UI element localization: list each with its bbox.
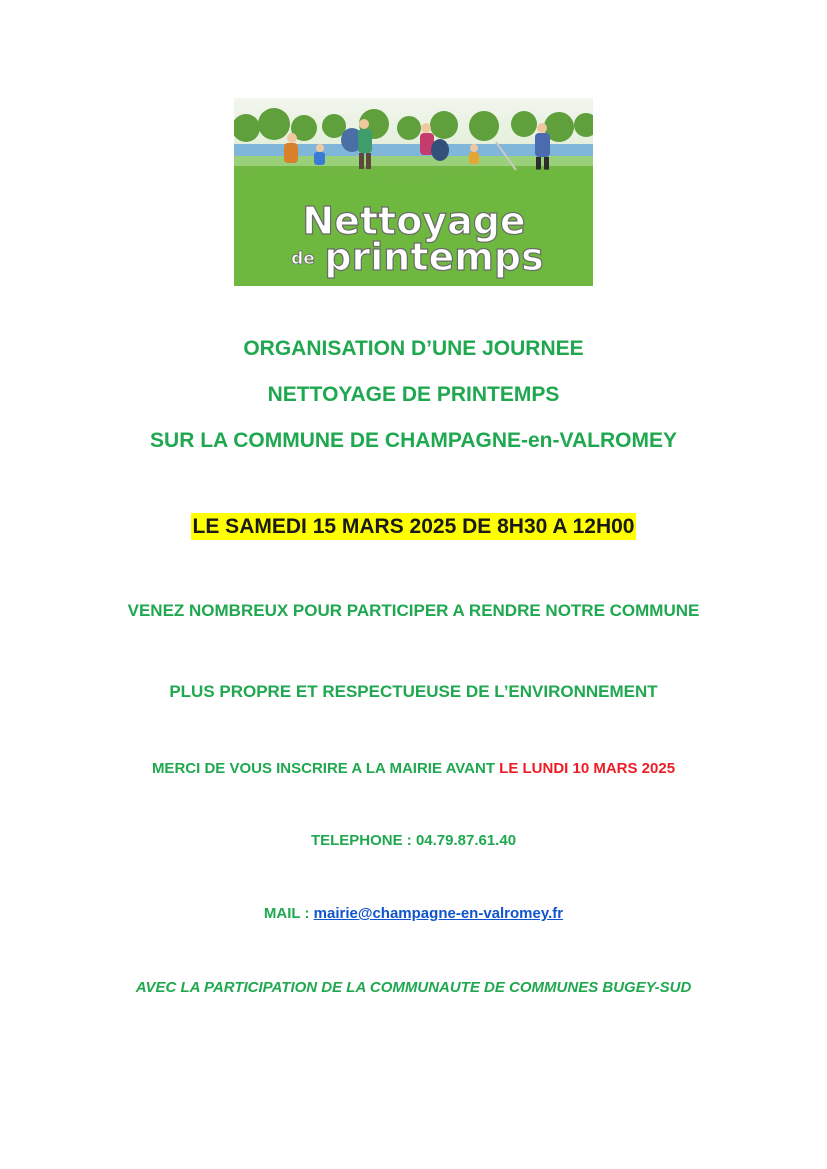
banner-title-line1: Nettoyage (302, 199, 526, 243)
heading-line-3: SUR LA COMMUNE DE CHAMPAGNE-en-VALROMEY (150, 429, 677, 452)
banner-illustration (234, 98, 593, 286)
registration-prefix: MERCI DE VOUS INSCRIRE A LA MAIRIE AVANT (151, 760, 500, 777)
footer-line: AVEC LA PARTICIPATION DE LA COMMUNAUTE DE COMMUNES BUGEY-SUD (135, 979, 692, 996)
mail-label: MAIL : (263, 905, 314, 922)
date-line (0, 515, 827, 539)
heading-line-1: ORGANISATION D’UNE JOURNEE (243, 337, 584, 360)
banner-image (234, 98, 593, 286)
registration-line (0, 760, 827, 777)
phone-line: TELEPHONE : 04.79.87.61.40 (310, 832, 517, 849)
body-line-2: PLUS PROPRE ET RESPECTUEUSE DE L’ENVIRONNEMENT (169, 682, 658, 701)
banner-title-line2: printemps (324, 235, 544, 279)
date-highlight: LE SAMEDI 15 MARS 2025 DE 8H30 A 12H00 (192, 515, 635, 538)
body-line-1: VENEZ NOMBREUX POUR PARTICIPER A RENDRE NOTRE COMMUNE (127, 601, 700, 620)
mail-line (0, 905, 827, 922)
mail-link[interactable]: mairie@champagne-en-valromey.fr (313, 905, 564, 922)
banner-title-de: de (291, 249, 315, 269)
registration-deadline: LE LUNDI 10 MARS 2025 (499, 760, 676, 777)
heading-line-2: NETTOYAGE DE PRINTEMPS (267, 383, 560, 406)
